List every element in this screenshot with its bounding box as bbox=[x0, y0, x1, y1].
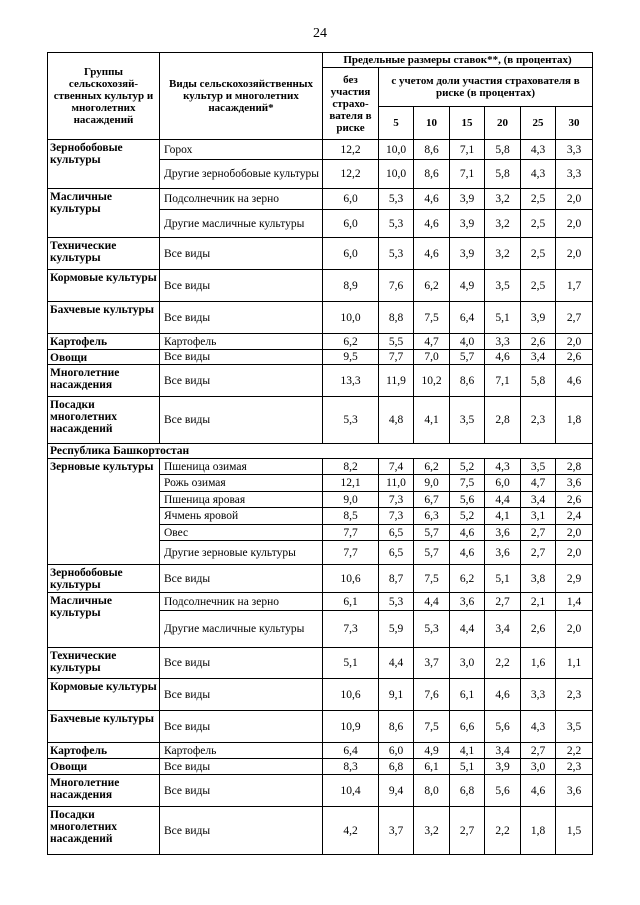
group-cell: Бахчевые культуры bbox=[48, 302, 160, 334]
rate-cell: 3,9 bbox=[450, 238, 485, 270]
rate-cell: 10,0 bbox=[323, 302, 379, 334]
rate-cell: 8,3 bbox=[323, 759, 379, 775]
kind-cell: Овес bbox=[160, 525, 323, 541]
rate-cell: 6,4 bbox=[450, 302, 485, 334]
rate-cell: 2,7 bbox=[485, 593, 521, 611]
kind-cell: Подсолнечник на зерно bbox=[160, 593, 323, 611]
rate-cell: 8,6 bbox=[414, 160, 450, 189]
rate-cell: 4,6 bbox=[414, 238, 450, 270]
rate-cell: 4,3 bbox=[521, 711, 556, 743]
rate-cell: 10,6 bbox=[323, 679, 379, 711]
rate-cell: 2,5 bbox=[521, 210, 556, 238]
rate-cell: 3,6 bbox=[450, 593, 485, 611]
rate-cell: 3,6 bbox=[485, 541, 521, 565]
rate-cell: 3,9 bbox=[450, 189, 485, 210]
header-pct: 25 bbox=[521, 107, 556, 140]
group-cell: Посадки многолетних насаждений bbox=[48, 807, 160, 855]
rate-cell: 7,3 bbox=[379, 492, 414, 508]
insurance-rates-table bbox=[47, 52, 593, 855]
rate-cell: 4,6 bbox=[450, 525, 485, 541]
rate-cell: 4,7 bbox=[414, 334, 450, 350]
rate-cell: 7,5 bbox=[414, 565, 450, 593]
rate-cell: 2,0 bbox=[556, 611, 593, 648]
group-cell: Овощи bbox=[48, 350, 160, 365]
kind-cell: Все виды bbox=[160, 565, 323, 593]
rate-cell: 3,6 bbox=[485, 525, 521, 541]
table-row bbox=[48, 593, 593, 611]
rate-cell: 2,2 bbox=[556, 743, 593, 759]
rate-cell: 3,6 bbox=[556, 775, 593, 807]
table-row bbox=[48, 189, 593, 210]
rate-cell: 4,6 bbox=[556, 365, 593, 397]
rate-cell: 2,5 bbox=[521, 238, 556, 270]
rate-cell: 5,7 bbox=[450, 350, 485, 365]
rate-cell: 5,8 bbox=[521, 365, 556, 397]
group-cell: Технические культуры bbox=[48, 238, 160, 270]
rate-cell: 3,2 bbox=[485, 189, 521, 210]
rate-cell: 2,8 bbox=[485, 397, 521, 444]
rate-cell: 3,2 bbox=[414, 807, 450, 855]
rate-cell: 10,0 bbox=[379, 140, 414, 160]
rate-cell: 6,0 bbox=[323, 238, 379, 270]
rate-cell: 8,7 bbox=[379, 565, 414, 593]
rate-cell: 5,1 bbox=[450, 759, 485, 775]
group-cell: Зернобобовые культуры bbox=[48, 565, 160, 593]
rate-cell: 9,0 bbox=[323, 492, 379, 508]
group-cell: Кормовые культуры bbox=[48, 270, 160, 302]
rate-cell: 1,8 bbox=[556, 397, 593, 444]
rate-cell: 6,2 bbox=[323, 334, 379, 350]
rate-cell: 4,9 bbox=[450, 270, 485, 302]
rate-cell: 3,5 bbox=[521, 459, 556, 475]
rate-cell: 2,7 bbox=[521, 541, 556, 565]
rate-cell: 6,8 bbox=[450, 775, 485, 807]
table-body-general bbox=[48, 140, 593, 444]
rate-cell: 2,0 bbox=[556, 238, 593, 270]
rate-cell: 5,3 bbox=[379, 593, 414, 611]
rate-cell: 4,3 bbox=[521, 140, 556, 160]
rate-cell: 4,6 bbox=[521, 775, 556, 807]
rate-cell: 5,3 bbox=[379, 210, 414, 238]
header-pct: 20 bbox=[485, 107, 521, 140]
rate-cell: 6,3 bbox=[414, 508, 450, 525]
rate-cell: 4,4 bbox=[450, 611, 485, 648]
kind-cell: Другие масличные культуры bbox=[160, 611, 323, 648]
rate-cell: 8,6 bbox=[414, 140, 450, 160]
rate-cell: 4,4 bbox=[485, 492, 521, 508]
rate-cell: 5,2 bbox=[450, 459, 485, 475]
rate-cell: 1,6 bbox=[521, 648, 556, 679]
page-number: 24 bbox=[313, 26, 327, 41]
rate-cell: 6,5 bbox=[379, 541, 414, 565]
rate-cell: 2,4 bbox=[556, 508, 593, 525]
rate-cell: 4,3 bbox=[521, 160, 556, 189]
rate-cell: 5,3 bbox=[379, 238, 414, 270]
rate-cell: 4,2 bbox=[323, 807, 379, 855]
rate-cell: 7,5 bbox=[414, 711, 450, 743]
rate-cell: 6,0 bbox=[485, 475, 521, 492]
kind-cell: Все виды bbox=[160, 350, 323, 365]
group-cell: Овощи bbox=[48, 759, 160, 775]
rate-cell: 4,6 bbox=[414, 189, 450, 210]
table-row bbox=[48, 711, 593, 743]
rate-cell: 5,2 bbox=[450, 508, 485, 525]
rate-cell: 3,5 bbox=[556, 711, 593, 743]
table-row bbox=[48, 140, 593, 160]
rate-cell: 4,6 bbox=[414, 210, 450, 238]
rate-cell: 2,0 bbox=[556, 189, 593, 210]
rate-cell: 1,5 bbox=[556, 807, 593, 855]
rate-cell: 3,2 bbox=[485, 210, 521, 238]
rate-cell: 10,6 bbox=[323, 565, 379, 593]
rate-cell: 9,0 bbox=[414, 475, 450, 492]
rate-cell: 2,0 bbox=[556, 541, 593, 565]
rate-cell: 12,2 bbox=[323, 140, 379, 160]
header-pct: 5 bbox=[379, 107, 414, 140]
rate-cell: 4,6 bbox=[485, 679, 521, 711]
kind-cell: Все виды bbox=[160, 775, 323, 807]
rate-cell: 2,6 bbox=[521, 334, 556, 350]
rate-cell: 5,8 bbox=[485, 140, 521, 160]
rate-cell: 5,5 bbox=[379, 334, 414, 350]
rate-cell: 1,8 bbox=[521, 807, 556, 855]
kind-cell: Все виды bbox=[160, 711, 323, 743]
rate-cell: 9,4 bbox=[379, 775, 414, 807]
rate-cell: 2,6 bbox=[521, 611, 556, 648]
rate-cell: 4,6 bbox=[450, 541, 485, 565]
header-without: без участия страхо-вателя в риске bbox=[323, 68, 379, 140]
kind-cell: Подсолнечник на зерно bbox=[160, 189, 323, 210]
rate-cell: 7,3 bbox=[379, 508, 414, 525]
rate-cell: 3,6 bbox=[556, 475, 593, 492]
rate-cell: 9,5 bbox=[323, 350, 379, 365]
rate-cell: 7,7 bbox=[323, 525, 379, 541]
rate-cell: 4,1 bbox=[414, 397, 450, 444]
kind-cell: Рожь озимая bbox=[160, 475, 323, 492]
rate-cell: 3,9 bbox=[521, 302, 556, 334]
kind-cell: Пшеница яровая bbox=[160, 492, 323, 508]
rate-cell: 5,6 bbox=[450, 492, 485, 508]
kind-cell: Все виды bbox=[160, 238, 323, 270]
kind-cell: Картофель bbox=[160, 334, 323, 350]
rate-cell: 8,8 bbox=[379, 302, 414, 334]
rate-cell: 6,8 bbox=[379, 759, 414, 775]
rate-cell: 5,1 bbox=[323, 648, 379, 679]
rate-cell: 3,1 bbox=[521, 508, 556, 525]
kind-cell: Все виды bbox=[160, 679, 323, 711]
kind-cell: Все виды bbox=[160, 397, 323, 444]
table-row bbox=[48, 270, 593, 302]
table-row bbox=[48, 238, 593, 270]
rate-cell: 12,2 bbox=[323, 160, 379, 189]
rate-cell: 5,9 bbox=[379, 611, 414, 648]
rate-cell: 7,4 bbox=[379, 459, 414, 475]
rate-cell: 6,0 bbox=[323, 189, 379, 210]
table-row bbox=[48, 397, 593, 444]
rate-cell: 2,7 bbox=[521, 525, 556, 541]
rate-cell: 2,7 bbox=[521, 743, 556, 759]
rate-cell: 2,5 bbox=[521, 189, 556, 210]
kind-cell: Картофель bbox=[160, 743, 323, 759]
rate-cell: 2,8 bbox=[556, 459, 593, 475]
rate-cell: 3,7 bbox=[379, 807, 414, 855]
table-row bbox=[48, 365, 593, 397]
group-cell: Картофель bbox=[48, 743, 160, 759]
rate-cell: 2,6 bbox=[556, 350, 593, 365]
rate-cell: 12,1 bbox=[323, 475, 379, 492]
kind-cell: Все виды bbox=[160, 807, 323, 855]
kind-cell: Пшеница озимая bbox=[160, 459, 323, 475]
table-row bbox=[48, 459, 593, 475]
rate-cell: 3,4 bbox=[485, 743, 521, 759]
rate-cell: 7,1 bbox=[450, 160, 485, 189]
rate-cell: 3,2 bbox=[485, 238, 521, 270]
rate-cell: 2,3 bbox=[556, 759, 593, 775]
rate-cell: 1,1 bbox=[556, 648, 593, 679]
rate-cell: 7,7 bbox=[323, 541, 379, 565]
rate-cell: 4,8 bbox=[379, 397, 414, 444]
kind-cell: Горох bbox=[160, 140, 323, 160]
rate-cell: 3,9 bbox=[485, 759, 521, 775]
kind-cell: Все виды bbox=[160, 365, 323, 397]
rate-cell: 7,6 bbox=[379, 270, 414, 302]
rate-cell: 5,8 bbox=[485, 160, 521, 189]
rate-cell: 2,3 bbox=[556, 679, 593, 711]
rate-cell: 8,2 bbox=[323, 459, 379, 475]
group-cell: Многолетние насаждения bbox=[48, 365, 160, 397]
group-cell: Многолетние насаждения bbox=[48, 775, 160, 807]
rate-cell: 3,7 bbox=[414, 648, 450, 679]
rate-cell: 3,4 bbox=[485, 611, 521, 648]
rate-cell: 3,4 bbox=[521, 492, 556, 508]
kind-cell: Все виды bbox=[160, 302, 323, 334]
header-with-share: с учетом доли участия страхователя в риске (в процентах) bbox=[379, 68, 593, 107]
table-body-region bbox=[48, 459, 593, 855]
rate-cell: 13,3 bbox=[323, 365, 379, 397]
rate-cell: 2,5 bbox=[521, 270, 556, 302]
rate-cell: 5,7 bbox=[414, 541, 450, 565]
rate-cell: 2,1 bbox=[521, 593, 556, 611]
group-cell: Кормовые культуры bbox=[48, 679, 160, 711]
rate-cell: 8,6 bbox=[450, 365, 485, 397]
rate-cell: 11,0 bbox=[379, 475, 414, 492]
rate-cell: 7,1 bbox=[485, 365, 521, 397]
table-row bbox=[48, 807, 593, 855]
rate-cell: 2,6 bbox=[556, 492, 593, 508]
header-limit: Предельные размеры ставок**, (в процентах) bbox=[323, 53, 593, 68]
rate-cell: 4,9 bbox=[414, 743, 450, 759]
kind-cell: Другие масличные культуры bbox=[160, 210, 323, 238]
rate-cell: 2,2 bbox=[485, 807, 521, 855]
rate-cell: 9,1 bbox=[379, 679, 414, 711]
rate-cell: 6,2 bbox=[450, 565, 485, 593]
group-cell: Технические культуры bbox=[48, 648, 160, 679]
rate-cell: 3,3 bbox=[521, 679, 556, 711]
rate-cell: 6,2 bbox=[414, 270, 450, 302]
rate-cell: 6,2 bbox=[414, 459, 450, 475]
kind-cell: Другие зернобобовые культуры bbox=[160, 160, 323, 189]
table-row bbox=[48, 302, 593, 334]
rate-cell: 6,1 bbox=[414, 759, 450, 775]
rate-cell: 7,7 bbox=[379, 350, 414, 365]
kind-cell: Все виды bbox=[160, 270, 323, 302]
rate-cell: 2,0 bbox=[556, 334, 593, 350]
rate-cell: 3,5 bbox=[450, 397, 485, 444]
rate-cell: 6,6 bbox=[450, 711, 485, 743]
rate-cell: 5,6 bbox=[485, 711, 521, 743]
region-section bbox=[48, 444, 593, 459]
header-kinds: Виды сельскохозяйственных культур и многолетних насаждений* bbox=[160, 53, 323, 140]
rate-cell: 5,7 bbox=[414, 525, 450, 541]
header-groups: Группы сельскохозяй-ственных культур и многолетних насаждений bbox=[48, 53, 160, 140]
rate-cell: 4,0 bbox=[450, 334, 485, 350]
rate-cell: 5,3 bbox=[414, 611, 450, 648]
table-row bbox=[48, 334, 593, 350]
rate-cell: 3,8 bbox=[521, 565, 556, 593]
rate-cell: 10,9 bbox=[323, 711, 379, 743]
rate-cell: 3,3 bbox=[485, 334, 521, 350]
region-heading: Республика Башкортостан bbox=[48, 444, 593, 459]
group-cell: Бахчевые культуры bbox=[48, 711, 160, 743]
group-cell: Картофель bbox=[48, 334, 160, 350]
rate-cell: 8,0 bbox=[414, 775, 450, 807]
rate-cell: 10,4 bbox=[323, 775, 379, 807]
rate-cell: 11,9 bbox=[379, 365, 414, 397]
group-cell: Масличные культуры bbox=[48, 189, 160, 238]
rate-cell: 7,5 bbox=[414, 302, 450, 334]
rate-cell: 6,4 bbox=[323, 743, 379, 759]
group-cell: Зерновые культуры bbox=[48, 459, 160, 565]
kind-cell: Все виды bbox=[160, 648, 323, 679]
table-row bbox=[48, 350, 593, 365]
rate-cell: 3,9 bbox=[450, 210, 485, 238]
rate-cell: 3,3 bbox=[556, 160, 593, 189]
group-cell: Посадки многолетних насаждений bbox=[48, 397, 160, 444]
table-row bbox=[48, 743, 593, 759]
rate-cell: 5,1 bbox=[485, 565, 521, 593]
rate-cell: 3,0 bbox=[450, 648, 485, 679]
rate-cell: 1,7 bbox=[556, 270, 593, 302]
header-pct: 30 bbox=[556, 107, 593, 140]
rate-cell: 4,3 bbox=[485, 459, 521, 475]
header-pct: 15 bbox=[450, 107, 485, 140]
rate-cell: 4,7 bbox=[521, 475, 556, 492]
table-row bbox=[48, 648, 593, 679]
rate-cell: 6,0 bbox=[323, 210, 379, 238]
rate-cell: 5,3 bbox=[323, 397, 379, 444]
rate-cell: 5,1 bbox=[485, 302, 521, 334]
rate-cell: 6,1 bbox=[450, 679, 485, 711]
rate-cell: 6,7 bbox=[414, 492, 450, 508]
rate-cell: 7,0 bbox=[414, 350, 450, 365]
rate-cell: 2,7 bbox=[556, 302, 593, 334]
rate-cell: 10,0 bbox=[379, 160, 414, 189]
rate-cell: 2,0 bbox=[556, 210, 593, 238]
rate-cell: 5,6 bbox=[485, 775, 521, 807]
rate-cell: 8,6 bbox=[379, 711, 414, 743]
kind-cell: Все виды bbox=[160, 759, 323, 775]
rate-cell: 3,3 bbox=[556, 140, 593, 160]
header-pct: 10 bbox=[414, 107, 450, 140]
rate-cell: 6,5 bbox=[379, 525, 414, 541]
rate-cell: 3,5 bbox=[485, 270, 521, 302]
rate-cell: 6,1 bbox=[323, 593, 379, 611]
rate-cell: 4,1 bbox=[485, 508, 521, 525]
table-row bbox=[48, 775, 593, 807]
rate-cell: 7,6 bbox=[414, 679, 450, 711]
rate-cell: 2,0 bbox=[556, 525, 593, 541]
rate-cell: 4,1 bbox=[450, 743, 485, 759]
rate-cell: 2,9 bbox=[556, 565, 593, 593]
rate-cell: 2,3 bbox=[521, 397, 556, 444]
table-row bbox=[48, 759, 593, 775]
rate-cell: 7,1 bbox=[450, 140, 485, 160]
rate-cell: 8,9 bbox=[323, 270, 379, 302]
rate-cell: 7,3 bbox=[323, 611, 379, 648]
rate-cell: 2,2 bbox=[485, 648, 521, 679]
group-cell: Масличные культуры bbox=[48, 593, 160, 648]
rate-cell: 5,3 bbox=[379, 189, 414, 210]
rate-cell: 4,4 bbox=[379, 648, 414, 679]
group-cell: Зернобобовые культуры bbox=[48, 140, 160, 189]
rate-cell: 10,2 bbox=[414, 365, 450, 397]
rate-cell: 4,6 bbox=[485, 350, 521, 365]
rate-cell: 2,7 bbox=[450, 807, 485, 855]
kind-cell: Другие зерновые культуры bbox=[160, 541, 323, 565]
rate-cell: 6,0 bbox=[379, 743, 414, 759]
rate-cell: 3,0 bbox=[521, 759, 556, 775]
rate-cell: 1,4 bbox=[556, 593, 593, 611]
rate-cell: 4,4 bbox=[414, 593, 450, 611]
rate-cell: 3,4 bbox=[521, 350, 556, 365]
table-row bbox=[48, 679, 593, 711]
rate-cell: 8,5 bbox=[323, 508, 379, 525]
kind-cell: Ячмень яровой bbox=[160, 508, 323, 525]
table-row bbox=[48, 565, 593, 593]
rate-cell: 7,5 bbox=[450, 475, 485, 492]
